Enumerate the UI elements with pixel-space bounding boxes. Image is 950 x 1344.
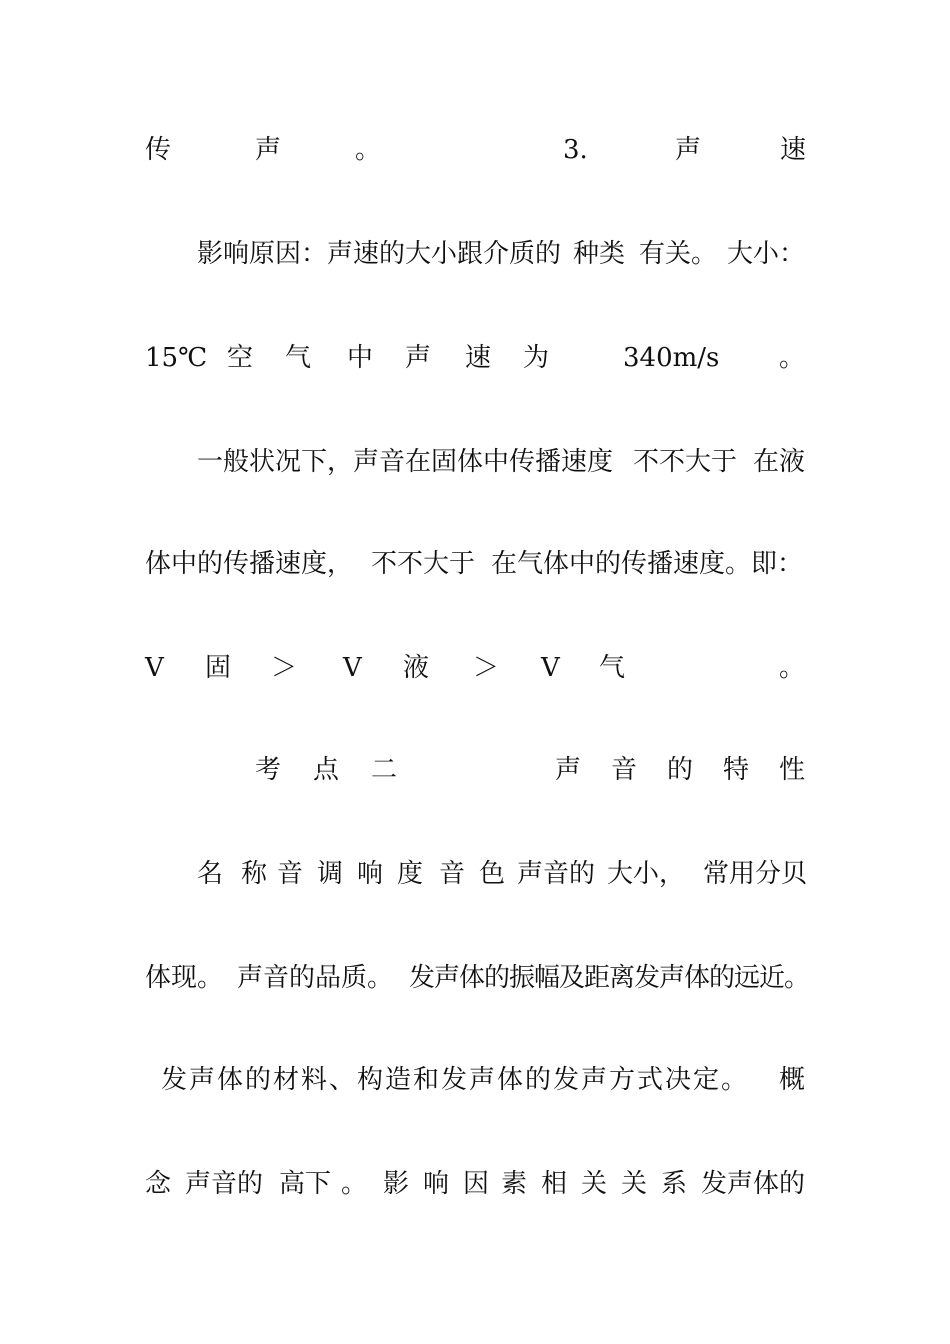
text-segment: 称	[241, 859, 268, 889]
text-segment: 特	[723, 755, 750, 785]
text-line-9	[145, 958, 810, 998]
text-segment: 有关。	[639, 239, 718, 269]
text-line-2	[145, 234, 805, 274]
text-segment: 系	[661, 1169, 688, 1199]
text-segment: 速	[465, 343, 492, 373]
text-segment: 声音的品质。	[237, 963, 394, 993]
text-line-5	[145, 544, 805, 584]
text-segment: 高下	[279, 1169, 332, 1199]
text-segment: 在液	[753, 447, 806, 477]
text-segment: 3.	[563, 135, 588, 165]
text-segment: 声	[555, 755, 582, 785]
text-segment: 液	[403, 653, 430, 683]
text-segment: 340m/s	[623, 343, 720, 373]
text-segment: 关	[581, 1169, 608, 1199]
text-segment: 性	[779, 755, 806, 785]
text-segment: 声	[405, 343, 432, 373]
text-segment: 在气体中的传播速度。即：	[491, 549, 804, 579]
text-segment: 度	[397, 859, 424, 889]
text-segment: 响	[423, 1169, 450, 1199]
text-segment: 。	[355, 135, 382, 165]
text-segment: 因	[463, 1169, 490, 1199]
text-segment: 中	[347, 343, 374, 373]
text-segment: 不不大于	[633, 447, 738, 477]
text-segment: 调	[317, 859, 344, 889]
text-line-7	[145, 750, 805, 790]
text-segment: 素	[501, 1169, 528, 1199]
text-segment: 响	[357, 859, 384, 889]
text-segment: 音	[439, 859, 466, 889]
text-segment: V	[541, 653, 560, 683]
text-segment: 。	[779, 653, 806, 683]
text-segment: 传	[145, 135, 172, 165]
text-segment: 的	[667, 755, 694, 785]
text-segment: 声	[675, 135, 702, 165]
text-line-10	[145, 1060, 805, 1100]
text-segment: 气	[285, 343, 312, 373]
text-segment: 点	[313, 755, 340, 785]
text-segment: 名	[197, 859, 224, 889]
text-segment: 。	[779, 343, 806, 373]
text-line-3	[145, 338, 805, 378]
text-line-8	[145, 854, 808, 894]
text-segment: 。	[341, 1169, 368, 1199]
text-segment: 常用分贝	[703, 859, 808, 889]
text-segment: 声音的	[185, 1169, 264, 1199]
text-segment: 体中的传播速度，	[145, 549, 354, 579]
text-segment: 固	[205, 653, 232, 683]
text-segment: 为	[523, 343, 550, 373]
text-segment: 相	[541, 1169, 568, 1199]
text-segment: 大小，	[607, 859, 686, 889]
text-segment: V	[343, 653, 362, 683]
text-segment: 气	[599, 653, 626, 683]
text-segment: 发声体的材料、构造和发声体的发声方式决定。	[161, 1065, 750, 1095]
text-segment: 体现。	[145, 963, 224, 993]
text-segment: 影	[383, 1169, 410, 1199]
text-segment: 音	[277, 859, 304, 889]
text-segment: 声	[255, 135, 282, 165]
text-segment: ＞	[271, 653, 298, 683]
text-line-4	[145, 442, 805, 482]
text-segment: 空	[227, 343, 254, 373]
text-line-6	[145, 648, 805, 688]
text-segment: 二	[371, 755, 398, 785]
text-segment: 发声体的	[701, 1169, 806, 1199]
text-segment: V	[145, 653, 164, 683]
text-segment: 速	[780, 135, 807, 165]
text-segment: 15℃	[145, 343, 208, 373]
text-segment: ＞	[473, 653, 500, 683]
text-line-11	[145, 1164, 805, 1204]
text-segment: 概	[779, 1065, 806, 1095]
text-segment: 大小：	[727, 239, 806, 269]
text-segment: 考	[255, 755, 282, 785]
text-segment: 关	[621, 1169, 648, 1199]
text-segment: 一般状况下，声音在固体中传播速度	[197, 447, 614, 477]
text-segment: 声音的	[517, 859, 596, 889]
text-segment: 音	[611, 755, 638, 785]
text-segment: 念	[145, 1169, 172, 1199]
text-segment: 影响原因：声速的大小跟介质的	[197, 239, 562, 269]
text-segment: 发声体的振幅及距离发声体的远近。	[409, 963, 810, 993]
text-line-1	[145, 130, 805, 170]
text-segment: 色	[479, 859, 506, 889]
text-segment: 不不大于	[371, 549, 476, 579]
text-segment: 种类	[573, 239, 626, 269]
